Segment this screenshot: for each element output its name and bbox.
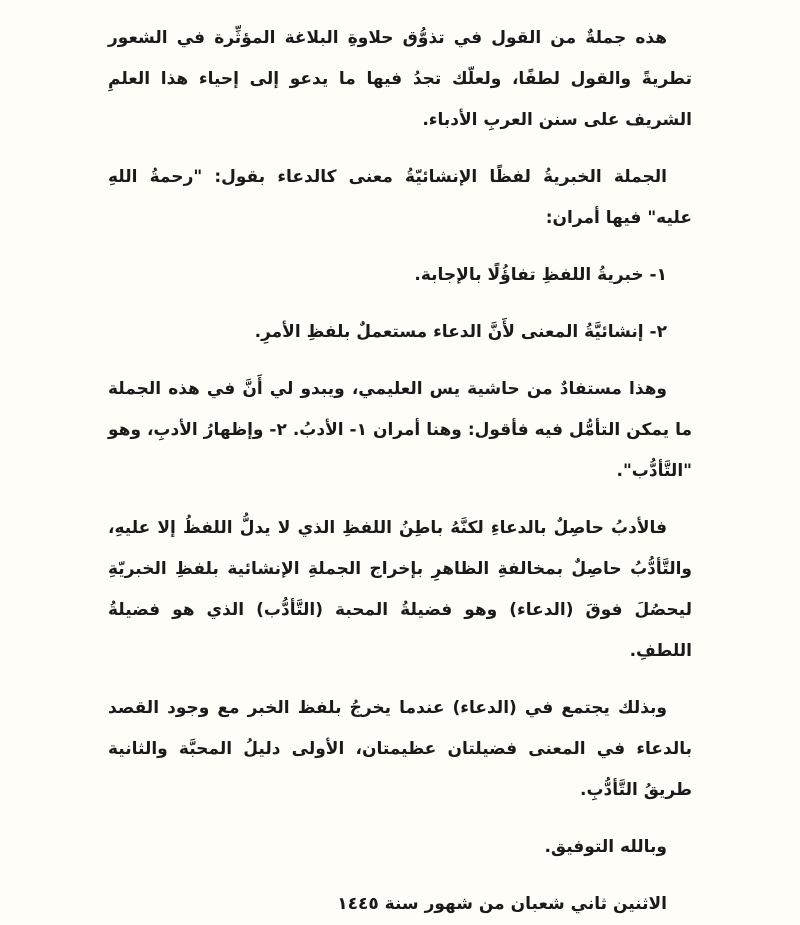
paragraph-conclusion: وبذلك يجتمع في (الدعاء) عندما يخرجُ بلفظ الخبر مع وجود القصد بالدعاء في المعنى فضيلتان عظيمتان، الأولى دليلُ المحبَّة والثانية طريقُ التَّأدُّبِ.	[108, 698, 692, 800]
paragraph-explanation: فالأدبُ حاصِلٌ بالدعاءِ لكنَّهُ باطِنُ اللفظِ الذي لا يدلُّ اللفظُ إلا عليهِ، والتَّأدُّبُ حاصِلٌ بمخالفةِ الظاهرِ بإخراج الجملةِ الإنشائية بلفظِ الخبريّةِ ليحصُلَ فوقَ (الدعاء) وهو فضيلةُ المحبة (التَّأدُّب) الذي هو فضيلةُ اللطفِ.	[108, 518, 692, 661]
paragraph-intro: هذه جملةٌ من القول في تذوُّق حلاوةِ البلاغة المؤثِّرة في الشعور تطريةً والقول لطفًا، ولعلّك تجدُ فيها ما يدعو إلى إحياء هذا العلمِ الشريف على سنن العربِ الأدباء.	[108, 28, 692, 130]
list-item-second: ٢- إنشائيَّةُ المعنى لأَنَّ الدعاء مستعملٌ بلفظِ الأمرِ.	[254, 322, 667, 342]
paragraph-source: وهذا مستفادٌ من حاشية يس العليمي، ويبدو لي أَنَّ في هذه الجملة ما يمكن التأمُّل فيه فأقول: وهنا أمران ١- الأدبُ. ٢- وإظهارُ الأدبِ، وهو "التَّأدُّب".	[108, 379, 692, 481]
list-item-first: ١- خبريةُ اللفظِ تفاؤُلًا بالإجابة.	[414, 265, 667, 285]
date-line: الاثنين ثاني شعبان من شهور سنة ١٤٤٥	[337, 894, 667, 914]
closing-line: وبالله التوفيق.	[544, 837, 667, 857]
paragraph-definition: الجملة الخبريةُ لفظًا الإنشائيّةُ معنى كالدعاء بقول: "رحمةُ اللهِ عليه" فيها أمران:	[108, 167, 692, 228]
